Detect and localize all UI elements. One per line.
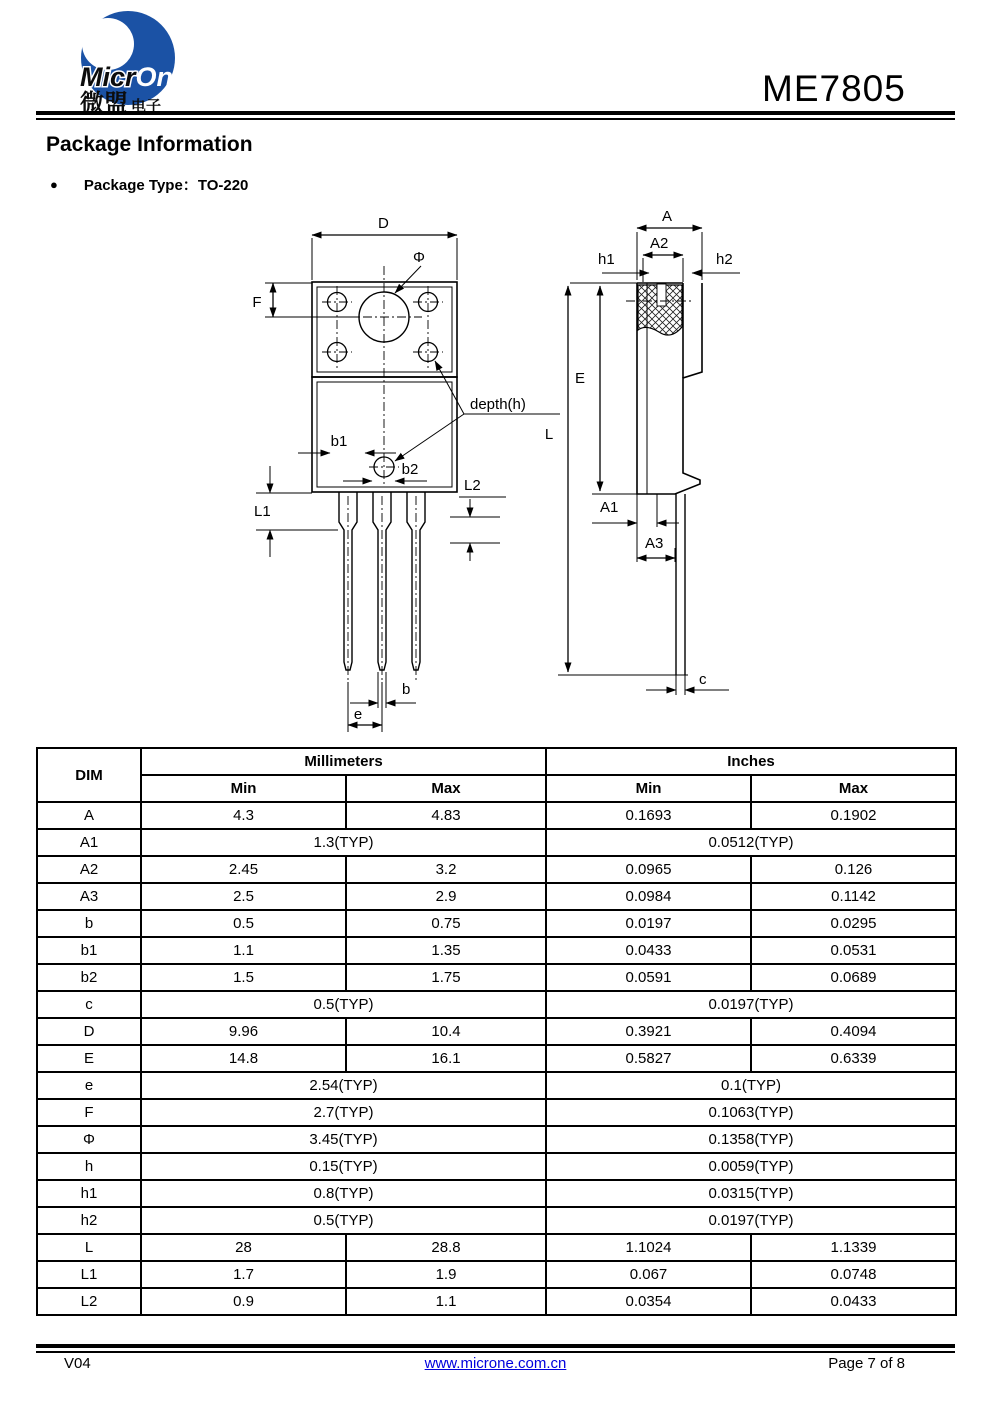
value-cell: 28.8: [346, 1234, 546, 1261]
value-cell: 0.6339: [751, 1045, 956, 1072]
dim-cell: h: [37, 1153, 141, 1180]
document-title: ME7805: [762, 68, 906, 109]
dim-cell: A: [37, 802, 141, 829]
table-row: [37, 1207, 956, 1234]
dim-label-b2: b2: [401, 461, 419, 478]
table-row: [37, 1018, 956, 1045]
value-cell: 0.1693: [546, 802, 751, 829]
dim-label-l2: L2: [464, 477, 481, 494]
dim-label-a3: A3: [645, 535, 664, 552]
table-row: [37, 1234, 956, 1261]
dim-cell: b2: [37, 964, 141, 991]
value-cell: 0.9: [141, 1288, 346, 1315]
footer: [36, 1355, 955, 1375]
value-cell: 2.45: [141, 856, 346, 883]
package-type-label: Package Type：: [83, 177, 198, 194]
dim-label-b: b: [402, 681, 411, 698]
dim-label-depth: depth(h): [470, 396, 526, 413]
package-type-value: TO-220: [197, 177, 249, 194]
value-cell: 1.75: [346, 964, 546, 991]
value-cell: 9.96: [141, 1018, 346, 1045]
dimension-table: [36, 747, 957, 1316]
dim-label-h2: h2: [716, 251, 733, 268]
table-row: [37, 991, 956, 1018]
dim-cell: b1: [37, 937, 141, 964]
value-cell: 0.1902: [751, 802, 956, 829]
side-view: [545, 208, 740, 695]
col-group-inches: Inches: [546, 748, 956, 775]
dim-label-f: F: [252, 294, 262, 311]
logo-text: MicrOne: [80, 62, 189, 92]
col-header-in-max: Max: [751, 775, 956, 802]
footer-rule: [36, 1344, 955, 1353]
value-cell: 0.0197(TYP): [546, 1207, 956, 1234]
value-cell: 10.4: [346, 1018, 546, 1045]
value-cell: 2.54(TYP): [141, 1072, 546, 1099]
value-cell: 0.75: [346, 910, 546, 937]
dim-cell: D: [37, 1018, 141, 1045]
table-row: [37, 910, 956, 937]
page-number: Page 7 of 8: [828, 1355, 905, 1372]
value-cell: 0.15(TYP): [141, 1153, 546, 1180]
dim-cell: A1: [37, 829, 141, 856]
col-group-millimeters: Millimeters: [141, 748, 546, 775]
dim-label-d: D: [378, 215, 389, 232]
dim-cell: E: [37, 1045, 141, 1072]
dim-label-a2: A2: [650, 235, 669, 252]
value-cell: 0.1142: [751, 883, 956, 910]
dim-label-a1: A1: [600, 499, 619, 516]
section-title: Package Information: [46, 133, 253, 156]
dim-cell: e: [37, 1072, 141, 1099]
value-cell: 0.0433: [751, 1288, 956, 1315]
table-row: [37, 1261, 956, 1288]
value-cell: 0.0354: [546, 1288, 751, 1315]
value-cell: 0.0748: [751, 1261, 956, 1288]
table-row: [37, 883, 956, 910]
dim-label-b1: b1: [330, 433, 348, 450]
value-cell: 4.3: [141, 802, 346, 829]
value-cell: 1.7: [141, 1261, 346, 1288]
value-cell: 0.0984: [546, 883, 751, 910]
value-cell: 0.0689: [751, 964, 956, 991]
dim-label-phi: Φ: [413, 249, 425, 266]
value-cell: 1.35: [346, 937, 546, 964]
value-cell: 0.0591: [546, 964, 751, 991]
value-cell: 0.4094: [751, 1018, 956, 1045]
dim-label-h1: h1: [598, 251, 615, 268]
bullet-icon: ●: [50, 177, 58, 192]
front-view: [252, 215, 560, 732]
value-cell: 0.0059(TYP): [546, 1153, 956, 1180]
dim-cell: Φ: [37, 1126, 141, 1153]
header-rule: [36, 111, 955, 120]
value-cell: 0.1358(TYP): [546, 1126, 956, 1153]
dim-label-e-side: E: [574, 370, 586, 387]
table-row: [37, 1288, 956, 1315]
value-cell: 14.8: [141, 1045, 346, 1072]
dim-label-l1: L1: [254, 503, 271, 520]
dim-cell: L1: [37, 1261, 141, 1288]
value-cell: 1.3(TYP): [141, 829, 546, 856]
table-row: [37, 1180, 956, 1207]
col-header-mm-min: Min: [141, 775, 346, 802]
value-cell: 4.83: [346, 802, 546, 829]
table-row: [37, 1099, 956, 1126]
value-cell: 1.5: [141, 964, 346, 991]
table-row: [37, 1153, 956, 1180]
value-cell: 2.5: [141, 883, 346, 910]
value-cell: 0.0512(TYP): [546, 829, 956, 856]
value-cell: 0.0531: [751, 937, 956, 964]
value-cell: 16.1: [346, 1045, 546, 1072]
dim-cell: L: [37, 1234, 141, 1261]
value-cell: 0.8(TYP): [141, 1180, 546, 1207]
value-cell: 0.0295: [751, 910, 956, 937]
value-cell: 0.5827: [546, 1045, 751, 1072]
value-cell: 0.5: [141, 910, 346, 937]
package-type-row: [50, 174, 248, 195]
table-row: [37, 1126, 956, 1153]
value-cell: 2.9: [346, 883, 546, 910]
table-row: [37, 964, 956, 991]
dim-cell: F: [37, 1099, 141, 1126]
value-cell: 1.9: [346, 1261, 546, 1288]
dim-label-c: c: [699, 671, 707, 688]
logo-cn-text: 微盟 电子: [80, 90, 162, 116]
value-cell: 28: [141, 1234, 346, 1261]
value-cell: 1.1: [141, 937, 346, 964]
website-link[interactable]: www.microne.com.cn: [424, 1355, 567, 1372]
value-cell: 0.126: [751, 856, 956, 883]
value-cell: 3.45(TYP): [141, 1126, 546, 1153]
value-cell: 0.0965: [546, 856, 751, 883]
value-cell: 0.1063(TYP): [546, 1099, 956, 1126]
dim-label-l-side: L: [544, 426, 554, 443]
col-header-dim: DIM: [37, 748, 141, 802]
value-cell: 0.5(TYP): [141, 991, 546, 1018]
table-row: [37, 856, 956, 883]
value-cell: 3.2: [346, 856, 546, 883]
company-logo: [68, 10, 228, 116]
value-cell: 0.0197(TYP): [546, 991, 956, 1018]
dim-label-e: e: [353, 706, 363, 723]
version-label: V04: [64, 1355, 91, 1372]
dim-table-body: [37, 802, 956, 1315]
table-row: [37, 1045, 956, 1072]
value-cell: 0.5(TYP): [141, 1207, 546, 1234]
table-row: [37, 937, 956, 964]
value-cell: 1.1024: [546, 1234, 751, 1261]
value-cell: 0.3921: [546, 1018, 751, 1045]
value-cell: 0.0197: [546, 910, 751, 937]
dim-cell: A2: [37, 856, 141, 883]
dim-cell: b: [37, 910, 141, 937]
col-header-in-min: Min: [546, 775, 751, 802]
value-cell: 1.1339: [751, 1234, 956, 1261]
value-cell: 2.7(TYP): [141, 1099, 546, 1126]
value-cell: 0.1(TYP): [546, 1072, 956, 1099]
value-cell: 0.0433: [546, 937, 751, 964]
dim-cell: c: [37, 991, 141, 1018]
table-row: [37, 802, 956, 829]
dim-cell: h2: [37, 1207, 141, 1234]
table-row: [37, 829, 956, 856]
dim-cell: L2: [37, 1288, 141, 1315]
value-cell: 1.1: [346, 1288, 546, 1315]
dim-cell: h1: [37, 1180, 141, 1207]
value-cell: 0.0315(TYP): [546, 1180, 956, 1207]
value-cell: 0.067: [546, 1261, 751, 1288]
package-drawing: [36, 200, 955, 750]
table-row: [37, 1072, 956, 1099]
col-header-mm-max: Max: [346, 775, 546, 802]
dim-cell: A3: [37, 883, 141, 910]
dim-label-a: A: [662, 208, 673, 225]
